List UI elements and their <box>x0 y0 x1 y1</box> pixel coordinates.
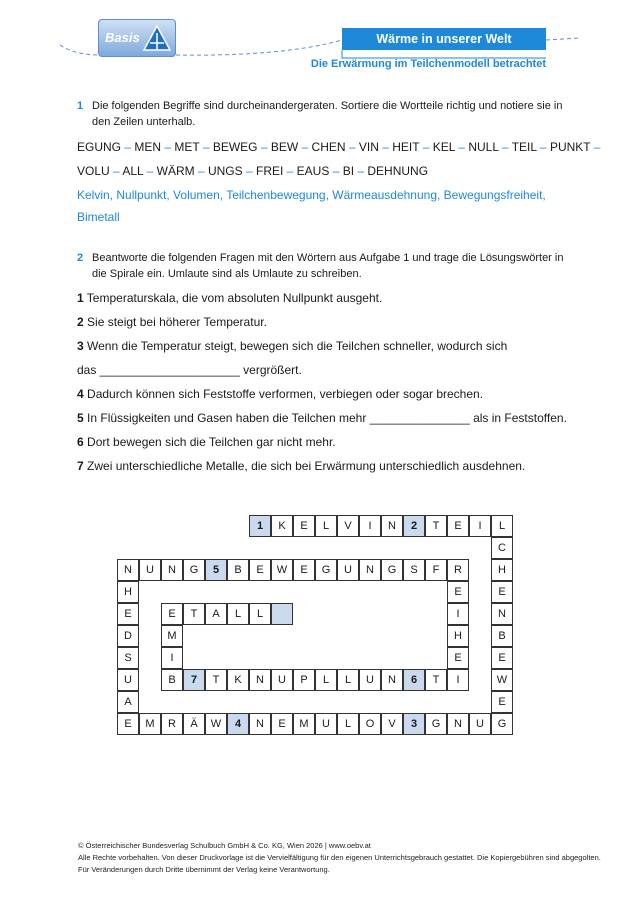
spiral-cell[interactable]: 7 <box>183 669 205 691</box>
spiral-cell[interactable]: N <box>359 559 381 581</box>
spiral-cell[interactable]: T <box>425 515 447 537</box>
footer-copyright: © Österreichischer Bundesverlag Schulbuch GmbH & Co. KG, Wien 2026 | www.oebv.at <box>78 841 371 850</box>
spiral-cell[interactable]: G <box>425 713 447 735</box>
spiral-cell[interactable]: E <box>447 647 469 669</box>
word-part: DEHNUNG <box>367 164 429 178</box>
spiral-cell[interactable]: E <box>447 581 469 603</box>
spiral-cell[interactable]: I <box>447 669 469 691</box>
spiral-cell[interactable]: M <box>161 625 183 647</box>
spiral-cell[interactable]: W <box>271 559 293 581</box>
spiral-cell[interactable]: I <box>161 647 183 669</box>
spiral-cell[interactable]: T <box>205 669 227 691</box>
question-text: Temperaturskala, die vom absoluten Nullpunkt ausgeht. <box>83 291 383 305</box>
word-part: CHEN <box>311 140 346 154</box>
spiral-cell[interactable]: H <box>117 581 139 603</box>
triangle-icon <box>142 23 172 53</box>
spiral-cell[interactable]: V <box>337 515 359 537</box>
separator-dash: – <box>143 164 157 178</box>
separator-dash: – <box>121 140 135 154</box>
footer-disclaimer: Für Veränderungen durch Dritte übernimmt der Verlag keine Verantwortung. <box>78 865 330 874</box>
separator-dash: – <box>242 164 256 178</box>
spiral-cell[interactable]: M <box>139 713 161 735</box>
spiral-cell[interactable]: E <box>293 515 315 537</box>
question-number: 7 <box>77 459 84 473</box>
spiral-cell[interactable]: L <box>315 669 337 691</box>
spiral-cell[interactable]: R <box>447 559 469 581</box>
spiral-cell[interactable]: L <box>337 713 359 735</box>
spiral-cell[interactable]: N <box>381 515 403 537</box>
question-text: Zwei unterschiedliche Metalle, die sich bei Erwärmung unterschiedlich ausdehnen. <box>83 459 526 473</box>
task2-number: 2 <box>77 252 84 264</box>
question-text: Sie steigt bei höherer Temperatur. <box>83 315 267 329</box>
task1-number: 1 <box>77 100 84 112</box>
question-item <box>77 410 577 434</box>
spiral-cell[interactable]: U <box>117 669 139 691</box>
task2-instruction: Beantworte die folgenden Fragen mit den Wörtern aus Aufgabe 1 und trage die Lösungswörter in die Spirale ein. Umlaute sind als Umlaute zu schreiben. <box>92 252 564 280</box>
spiral-cell[interactable]: U <box>337 559 359 581</box>
task1-answer-line-2: Bimetall <box>77 210 120 224</box>
spiral-cell[interactable]: W <box>205 713 227 735</box>
spiral-cell[interactable]: F <box>425 559 447 581</box>
word-part: HEIT <box>392 140 420 154</box>
word-part: EAUS <box>296 164 330 178</box>
spiral-cell[interactable]: M <box>293 713 315 735</box>
spiral-cell[interactable]: R <box>161 713 183 735</box>
separator-dash: – <box>536 140 550 154</box>
word-part: TEIL <box>511 140 537 154</box>
spiral-cell[interactable]: K <box>227 669 249 691</box>
spiral-cell[interactable]: N <box>117 559 139 581</box>
separator-dash: – <box>329 164 343 178</box>
spiral-cell[interactable]: C <box>491 537 513 559</box>
spiral-cell[interactable]: 3 <box>403 713 425 735</box>
spiral-cell[interactable]: N <box>447 713 469 735</box>
spiral-cell[interactable]: E <box>249 559 271 581</box>
spiral-cell[interactable]: E <box>491 581 513 603</box>
spiral-cell[interactable]: 2 <box>403 515 425 537</box>
spiral-cell[interactable]: I <box>359 515 381 537</box>
spiral-cell[interactable]: W <box>491 669 513 691</box>
word-parts-line-2 <box>77 163 428 179</box>
spiral-cell[interactable]: I <box>469 515 491 537</box>
spiral-cell[interactable]: L <box>249 603 271 625</box>
word-part: PUNKT <box>549 140 591 154</box>
spiral-cell[interactable]: Ä <box>183 713 205 735</box>
spiral-cell[interactable]: E <box>447 515 469 537</box>
spiral-cell[interactable]: O <box>359 713 381 735</box>
spiral-cell[interactable]: N <box>381 669 403 691</box>
question-item <box>77 290 577 314</box>
question-text: Wenn die Temperatur steigt, bewegen sich die Teilchen schneller, wodurch sich <box>83 339 508 353</box>
spiral-cell[interactable]: 6 <box>403 669 425 691</box>
spiral-cell[interactable]: U <box>139 559 161 581</box>
separator-dash: – <box>161 140 175 154</box>
separator-dash: – <box>109 164 123 178</box>
spiral-cell[interactable]: G <box>381 559 403 581</box>
separator-dash: – <box>298 140 312 154</box>
question-item <box>77 458 577 482</box>
spiral-cell[interactable]: G <box>491 713 513 735</box>
spiral-cell[interactable]: E <box>117 603 139 625</box>
word-part: ALL <box>122 164 144 178</box>
word-part: FREI <box>255 164 284 178</box>
word-part: UNGS <box>207 164 243 178</box>
word-part: BEW <box>270 140 299 154</box>
separator-dash: – <box>378 140 393 154</box>
word-part: VIN <box>358 140 379 154</box>
spiral-cell[interactable]: N <box>161 559 183 581</box>
word-part: WÄRM <box>156 164 195 178</box>
spiral-cell[interactable]: B <box>161 669 183 691</box>
question-text: In Flüssigkeiten und Gasen haben die Teilchen mehr _______________ als in Feststoffen. <box>83 411 567 425</box>
spiral-cell[interactable]: K <box>271 515 293 537</box>
spiral-cell[interactable]: T <box>183 603 205 625</box>
word-part: VOLU <box>77 164 110 178</box>
spiral-cell[interactable]: T <box>425 669 447 691</box>
separator-dash: – <box>498 140 512 154</box>
spiral-cell[interactable]: U <box>469 713 491 735</box>
spiral-cell[interactable]: P <box>293 669 315 691</box>
spiral-cell[interactable]: L <box>491 515 513 537</box>
spiral-cell[interactable]: E <box>271 713 293 735</box>
spiral-cell[interactable]: 1 <box>249 515 271 537</box>
question-item <box>77 314 577 338</box>
worksheet-subtitle: Die Erwärmung im Teilchenmodell betrachtet <box>310 58 546 70</box>
worksheet-title: Wärme in unserer Welt <box>342 28 546 50</box>
spiral-cell[interactable]: B <box>491 625 513 647</box>
separator-dash: – <box>345 140 359 154</box>
spiral-cell[interactable]: E <box>161 603 183 625</box>
spiral-cell[interactable]: N <box>249 669 271 691</box>
spiral-cell[interactable]: E <box>117 713 139 735</box>
spiral-cell[interactable]: U <box>271 669 293 691</box>
spiral-cell[interactable]: E <box>491 691 513 713</box>
spiral-cell[interactable]: V <box>381 713 403 735</box>
word-parts-line-1 <box>77 139 600 155</box>
word-part: EGUNG <box>77 140 122 154</box>
question-text: Dadurch können sich Feststoffe verformen, verbiegen oder sogar brechen. <box>83 387 484 401</box>
spiral-cell[interactable]: A <box>117 691 139 713</box>
spiral-cell[interactable]: U <box>315 713 337 735</box>
footer <box>78 840 601 876</box>
spiral-cell[interactable]: L <box>337 669 359 691</box>
question-text: Dort bewegen sich die Teilchen gar nicht mehr. <box>83 435 336 449</box>
spiral-cell[interactable]: L <box>315 515 337 537</box>
task1-answer-line-1: Kelvin, Nullpunkt, Volumen, Teilchenbewegung, Wärmeausdehnung, Bewegungsfreiheit, <box>77 188 546 202</box>
question-item <box>77 338 577 362</box>
word-part: NULL <box>468 140 499 154</box>
spiral-puzzle <box>117 515 513 735</box>
question-item <box>77 434 577 458</box>
separator-dash: – <box>194 164 208 178</box>
spiral-cell[interactable]: 4 <box>227 713 249 735</box>
spiral-cell[interactable]: N <box>249 713 271 735</box>
spiral-cell[interactable]: S <box>117 647 139 669</box>
spiral-cell[interactable]: H <box>491 559 513 581</box>
logo-label: Basis <box>105 30 140 45</box>
question-list <box>77 290 577 482</box>
spiral-cell[interactable]: E <box>293 559 315 581</box>
separator-dash: – <box>590 140 601 154</box>
word-part: BEWEG <box>212 140 258 154</box>
spiral-cell[interactable]: A <box>205 603 227 625</box>
spiral-cell[interactable]: G <box>183 559 205 581</box>
question-item <box>77 362 577 386</box>
separator-dash: – <box>419 140 433 154</box>
separator-dash: – <box>199 140 213 154</box>
footer-rights: Alle Rechte vorbehalten. Von dieser Druckvorlage ist die Vervielfältigung für den eigenen Unterrichtsgebrauch gestattet. Die Kopiergebühren sind abgegolten. <box>78 853 601 862</box>
spiral-cell[interactable] <box>271 603 293 625</box>
spiral-cell[interactable]: E <box>491 647 513 669</box>
question-number: 5 <box>77 411 84 425</box>
spiral-cell[interactable]: 5 <box>205 559 227 581</box>
spiral-cell[interactable]: U <box>359 669 381 691</box>
word-part: BI <box>342 164 355 178</box>
word-part: MEN <box>134 140 162 154</box>
spiral-cell[interactable]: B <box>227 559 249 581</box>
spiral-cell[interactable]: L <box>227 603 249 625</box>
question-number: 2 <box>77 315 84 329</box>
separator-dash: – <box>257 140 271 154</box>
spiral-cell[interactable]: H <box>447 625 469 647</box>
question-text: das _____________________ vergrößert. <box>77 363 302 377</box>
separator-dash: – <box>454 140 469 154</box>
spiral-cell[interactable]: G <box>315 559 337 581</box>
word-part: KEL <box>432 140 455 154</box>
separator-dash: – <box>354 164 368 178</box>
question-number: 3 <box>77 339 84 353</box>
spiral-cell[interactable]: N <box>491 603 513 625</box>
spiral-cell[interactable]: I <box>447 603 469 625</box>
basis-logo <box>98 19 176 57</box>
question-number: 4 <box>77 387 84 401</box>
word-part: MET <box>174 140 200 154</box>
spiral-cell[interactable]: D <box>117 625 139 647</box>
separator-dash: – <box>283 164 297 178</box>
task1-instruction: Die folgenden Begriffe sind durcheinandergeraten. Sortiere die Wortteile richtig und notiere sie in den Zeilen unterhalb. <box>92 100 563 128</box>
question-number: 6 <box>77 435 84 449</box>
question-number: 1 <box>77 291 84 305</box>
question-item <box>77 386 577 410</box>
spiral-cell[interactable]: S <box>403 559 425 581</box>
